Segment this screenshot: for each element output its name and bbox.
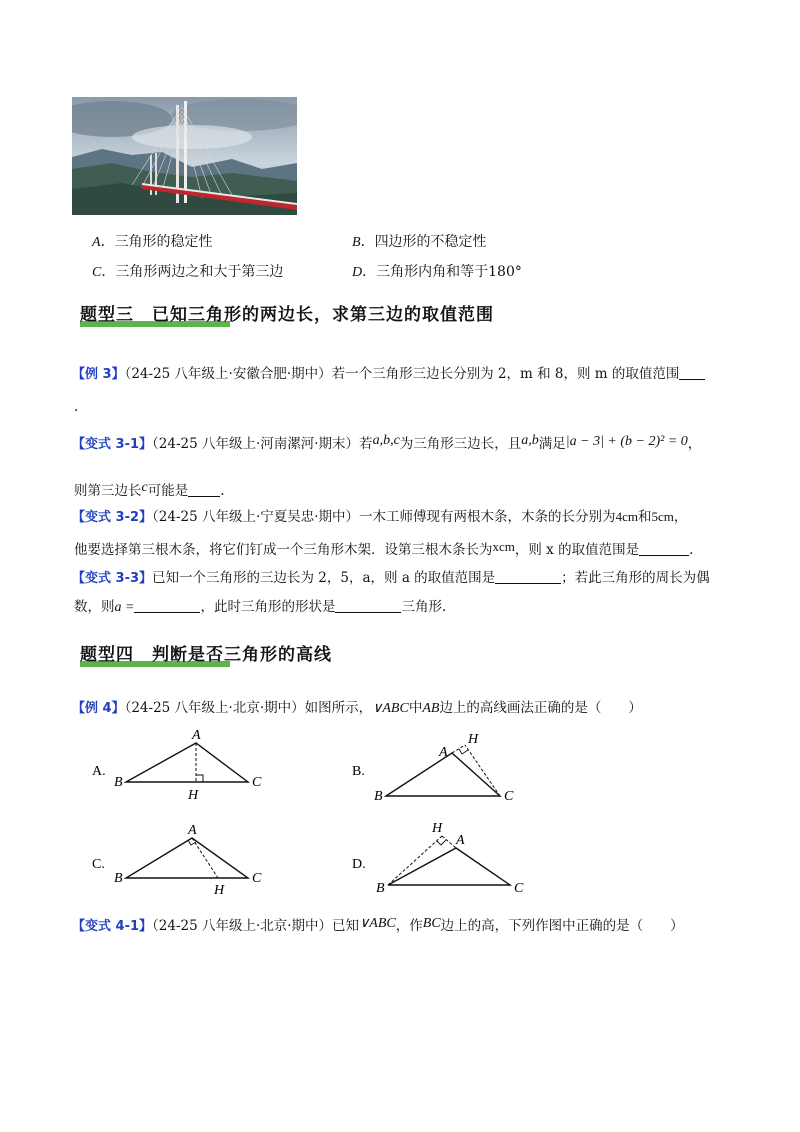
height-line [192,838,218,878]
example-3 [72,364,705,385]
section-heading: 题型四 判断是否三角形的高线 [80,645,332,665]
option-a: A．三角形的稳定性 [92,234,213,250]
variant-text: . [220,483,225,499]
bridge-photo-image [72,97,297,215]
answer-blank [335,598,401,613]
variant-text: （24-25 八年级上·河南漯河·期末）若 [152,436,373,452]
right-angle-mark [459,749,468,754]
option-letter: A [92,235,101,250]
math-c: c [141,480,148,495]
bridge-photo [72,97,297,215]
length-4cm: 4cm [615,509,638,524]
variant-text: 和 [637,509,652,525]
figure-letter: C. [92,857,105,872]
variant-text: 已知一个三角形的三边长为 2，5，a，则 a 的取值范围是 [152,570,496,586]
variant-3-3-line2 [74,597,446,618]
variant-3-2-line2 [74,537,693,560]
math-bc: BC [422,916,441,931]
option-letter: D [352,265,363,280]
variant-text: ，则 x 的取值范围是 [514,542,640,558]
option-text: 四边形的不稳定性 [374,234,487,250]
vertex-label: B [114,775,123,790]
variant-text: ， [687,436,702,452]
triangle [388,848,510,885]
vertex-label: C [252,871,262,886]
vertex-label: H [432,821,443,836]
example-text: （24-25 八年级上·北京·期中）如图所示， [124,700,373,716]
answer-blank [639,541,689,556]
example-4-figures [80,720,600,910]
vertex-label: A [439,745,448,760]
variant-text: 为三角形三边长，且 [399,436,522,452]
example-tag: 【例 4】 [72,701,125,716]
variant-text: 则第三边长 [74,483,142,499]
example-text: 中 [408,700,423,716]
section-heading: 题型三 已知三角形的两边长，求第三边的取值范围 [80,305,494,325]
vertex-label: C [504,789,514,804]
example-4 [72,698,642,719]
extension-line [452,745,465,753]
variant-4-1 [72,914,684,937]
variant-3-1 [72,431,701,455]
math-ab: AB [422,701,440,716]
variant-text: 数，则 [74,599,115,615]
answer-blank [188,482,220,497]
answer-blank [134,598,200,613]
vertex-label: A [192,728,201,743]
variant-text: 满足 [538,436,566,452]
variant-text: 边上的高，下列作图中正确的是（ ） [440,918,684,934]
option-letter: C [92,265,102,280]
vertex-label: B [114,871,123,886]
length-5cm: 5cm [651,509,674,524]
math-abc: a,b,c [372,433,400,448]
example-tag: 【例 3】 [72,367,125,382]
right-angle-mark [196,775,203,782]
example-3-tail: . [74,399,79,415]
variant-text: ，作 [395,918,423,934]
variant-tag: 【变式 3-3】 [72,571,153,586]
option-c: C．三角形两边之和大于第三边 [92,264,284,280]
variant-3-2 [72,507,687,528]
variant-3-3 [72,568,710,589]
variant-tag: 【变式 3-2】 [72,510,153,525]
option-text: 三角形内角和等于180° [376,264,522,280]
option-d: D．三角形内角和等于180° [352,264,522,280]
vertex-label: C [252,775,262,790]
option-letter: B [352,235,361,250]
length-xcm: xcm [492,539,515,554]
height-line [465,745,500,796]
option-b: B．四边形的不稳定性 [352,234,487,250]
variant-text: 可能是 [147,483,189,499]
variant-tag: 【变式 3-1】 [72,437,153,452]
math-triangle-abc: ∨ABC [359,916,396,931]
figure-letter: A. [92,764,106,779]
variant-text: 他要选择第三根木条，将它们钉成一个三角形木架．设第三根木条长为 [74,542,493,558]
right-angle-mark [437,840,446,845]
vertex-label: H [214,883,225,898]
variant-3-1-line2 [74,478,225,501]
math-ab: a,b [521,433,539,448]
option-text: 三角形的稳定性 [114,234,213,250]
variant-text: （24-25 八年级上·宁夏吴忠·期中）一木工师傅现有两根木条，木条的长分别为 [152,509,616,525]
vertex-label: A [456,833,465,848]
variant-text: 三角形. [401,599,447,615]
math-a-eq: a = [114,600,135,615]
example-text: 边上的高线画法正确的是（ ） [439,700,642,716]
figure-letter: B. [352,764,365,779]
formula: |a − 3| + (b − 2)² = 0 [565,434,688,449]
variant-text: ；若此三角形的周长为偶 [561,570,710,586]
example-text: （24-25 八年级上·安徽合肥·期中）若一个三角形三边长分别为 2，m 和 8，则 m 的取值范围 [124,366,680,382]
triangle [126,743,248,782]
variant-tag: 【变式 4-1】 [72,919,153,934]
variant-text: ，此时三角形的形状是 [200,599,336,615]
vertex-label: A [188,823,197,838]
variant-text: ， [673,509,688,525]
triangle [126,838,248,878]
vertex-label: C [514,881,524,896]
vertex-label: H [468,732,479,747]
vertex-label: H [188,788,199,803]
answer-blank [495,569,561,584]
variant-text: （24-25 八年级上·北京·期中）已知 [152,918,360,934]
figure-letter: D. [352,857,366,872]
variant-text: . [689,542,694,558]
option-text: 三角形两边之和大于第三边 [115,264,284,280]
vertex-label: B [376,881,385,896]
math-triangle-abc: ∨ABC [372,701,409,716]
vertex-label: B [374,789,383,804]
answer-blank [679,365,705,380]
